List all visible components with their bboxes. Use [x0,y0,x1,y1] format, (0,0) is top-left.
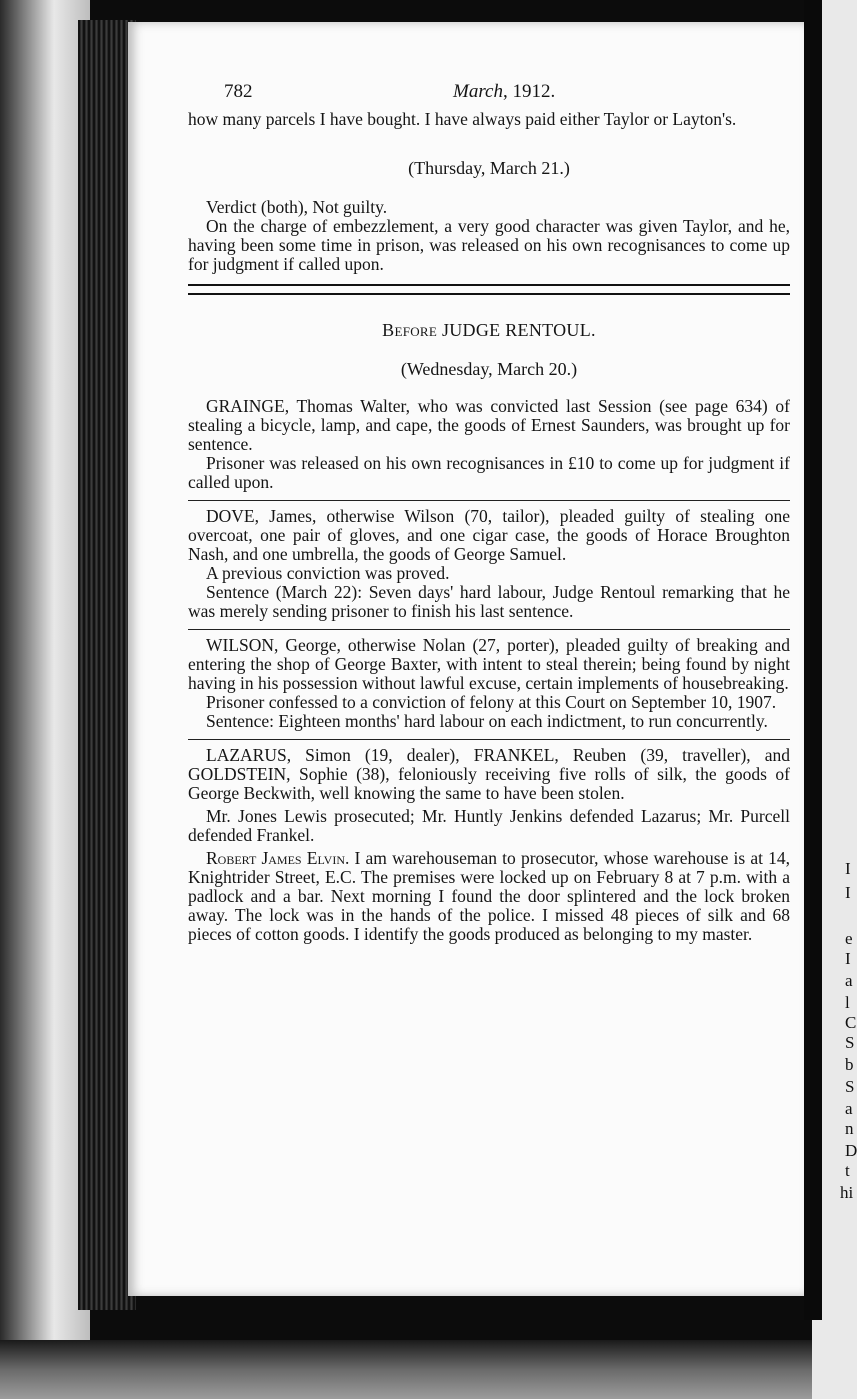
facing-page-fragment: hi [840,1183,854,1202]
facing-page-fragment: C [845,1013,857,1032]
running-head [453,82,555,101]
facing-page-fragment: I [845,859,851,878]
facing-page-fragment: a [845,1099,853,1118]
day-heading: (Thursday, March 21.) [408,158,570,178]
case-divider [188,739,790,740]
case-paragraph: DOVE, James, otherwise Wilson (70, tailor), pleaded guilty of stealing one overcoat, one pair of gloves, and one cigar case, the goods of Horace Broughton Nash, and one umbrella, the goods of George Samuel. [188,506,790,564]
facing-page-fragment: S [845,1077,855,1096]
continuation-paragraph: how many parcels I have bought. I have always paid either Taylor or Layton's. [188,109,737,129]
case-paragraph: Sentence: Eighteen months' hard labour on each indictment, to run concurrently. [206,711,768,731]
facing-page-fragment: n [845,1119,854,1138]
day-heading: (Wednesday, March 20.) [400,359,578,379]
facing-page-fragment: a [845,971,853,990]
verdict-paragraph: Verdict (both), Not guilty. [206,197,388,217]
facing-page-fragment: b [845,1055,854,1074]
section-double-rule [188,284,790,295]
scanner-background-left [0,0,90,1399]
case-paragraph: A previous conviction was proved. [206,563,450,583]
case-entry [188,397,790,492]
facing-page-fragment: t [845,1161,850,1180]
judge-heading-name: JUDGE RENTOUL. [441,320,596,340]
case-paragraph: Sentence (March 22): Seven days' hard labour, Judge Rentoul remarking that he was merely sending prisoner to finish his last sentence. [188,582,790,621]
case-divider [188,629,790,630]
verdict-note-paragraph: On the charge of embezzlement, a very good character was given Taylor, and he, having been some time in prison, was released on his own recognisances to come up for judgment if called upon. [188,216,790,274]
running-header [188,80,790,110]
case-paragraph: Prisoner was released on his own recognisances in £10 to come up for judgment if called upon. [188,453,790,492]
case-entry [188,746,790,944]
judge-heading [188,321,790,340]
facing-page-fragment: I [845,949,851,968]
facing-page-fragment: I [845,883,851,902]
page-number: 782 [224,81,253,102]
witness-testimony: I am warehouseman to prosecutor, whose warehouse is at 14, Knightrider Street, E.C. The premises were locked up on February 8 at 7 p.m. with a padlock and a bar. Next morning I found the door splintered and the lock broken away. The lock was in the hands of the police. I missed 48 pieces of silk and 68 pieces of cotton goods. I identify the goods produced as belonging to my master. [188,848,790,944]
case-entry [188,507,790,621]
facing-page-fragment: e [845,929,853,948]
page-content [188,80,790,946]
case-entry [188,636,790,731]
case-paragraph: Prisoner confessed to a conviction of felony at this Court on September 10, 1907. [206,692,777,712]
judge-heading-before: Before [382,320,438,340]
facing-page-fragment: S [845,1033,855,1052]
scanner-background-bottom [0,1340,857,1399]
case-paragraph: GRAINGE, Thomas Walter, who was convicted last Session (see page 634) of stealing a bicycle, lamp, and cape, the goods of Ernest Saunders, was brought up for sentence. [188,396,790,454]
case-paragraph: Mr. Jones Lewis prosecuted; Mr. Huntly Jenkins defended Lazarus; Mr. Purcell defended Frankel. [188,806,790,845]
facing-page-fragment: D [845,1141,857,1160]
case-paragraph: WILSON, George, otherwise Nolan (27, porter), pleaded guilty of breaking and entering the shop of George Baxter, with intent to steal therein; being found by night having in his possession without lawful excuse, certain implements of housebreaking. [188,635,790,693]
facing-page-fragment: l [845,993,850,1012]
running-head-month: March [453,81,503,102]
case-divider [188,500,790,501]
witness-name: Robert James Elvin. [206,848,350,868]
gutter-shadow [804,0,822,1320]
running-head-year: , 1912. [502,81,556,102]
case-paragraph: LAZARUS, Simon (19, dealer), FRANKEL, Reuben (39, traveller), and GOLDSTEIN, Sophie (38), feloniously receiving five rolls of silk, the goods of George Beckwith, well knowing the same to have been stolen. [188,745,790,803]
witness-paragraph [188,849,790,944]
